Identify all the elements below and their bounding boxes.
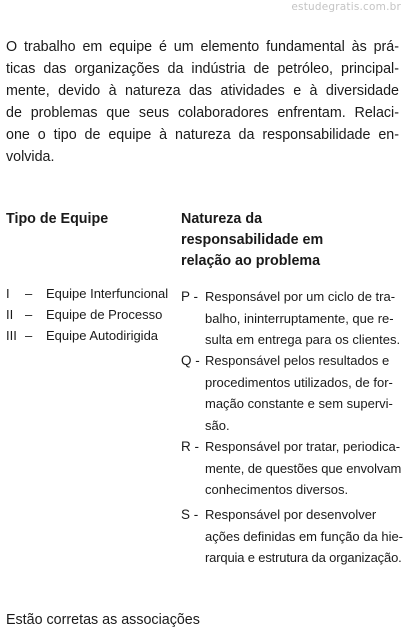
text-line: ações definidas em função da hie- — [205, 528, 404, 544]
header-line: responsabilidade em — [181, 232, 324, 248]
header-line: relação ao problema — [181, 253, 321, 269]
item-label: Equipe de Processo — [46, 307, 163, 322]
text-line: sulta em entrega para os clientes. — [205, 332, 401, 347]
text-line: conhecimentos diversos. — [205, 482, 349, 497]
item-text — [205, 286, 403, 351]
team-type-item — [6, 283, 168, 304]
text-line: procedimentos utilizados, de for- — [205, 374, 393, 390]
item-letter: R - — [181, 439, 199, 454]
watermark: estudegratis.com.br — [291, 1, 401, 13]
text-line: mação constante e sem supervi- — [205, 396, 393, 411]
item-letter: S - — [181, 507, 199, 522]
intro-line: de problemas que seus colaboradores enfrentam. Relaci- — [6, 105, 399, 121]
item-text — [205, 436, 403, 501]
intro-line: volvida. — [6, 149, 55, 165]
text-line: são. — [205, 417, 230, 433]
item-letter: P - — [181, 289, 199, 304]
item-text — [205, 350, 403, 436]
text-line: mente, de questões que envolvam — [205, 460, 402, 476]
item-dash: – — [25, 328, 33, 343]
text-line: Responsável por desenvolver — [205, 507, 377, 522]
item-label: Equipe Interfuncional — [46, 286, 169, 301]
item-text — [205, 504, 403, 569]
item-label: Equipe Autodirigida — [46, 328, 159, 343]
intro-line: O trabalho em equipe é um elemento fundamental às prá- — [6, 39, 399, 55]
item-letter: Q - — [181, 353, 200, 368]
item-numeral: I — [6, 286, 10, 301]
text-line: Responsável por um ciclo de tra- — [205, 289, 396, 304]
text-line: rarquia e estrutura da organização. — [205, 550, 402, 565]
intro-line: mente, devido à natureza das atividades e à diversidade — [6, 83, 399, 99]
text-line: Responsável pelos resultados e — [205, 353, 390, 368]
team-type-item — [6, 304, 168, 325]
text-line: balho, ininterruptamente, que re- — [205, 310, 394, 326]
column-header-responsibility — [181, 209, 323, 272]
text-line: Responsável por tratar, periodica- — [205, 439, 401, 454]
team-type-list — [6, 283, 168, 346]
header-line: Natureza da — [181, 211, 263, 227]
team-type-item — [6, 325, 168, 346]
item-dash: – — [25, 286, 33, 301]
item-dash: – — [25, 307, 33, 322]
question-intro — [6, 36, 399, 168]
intro-line: one o tipo de equipe à natureza da responsabilidade en- — [6, 127, 399, 143]
column-header-team-type: Tipo de Equipe — [6, 211, 109, 227]
item-numeral: II — [6, 307, 14, 322]
item-numeral: III — [6, 328, 17, 343]
intro-line: ticas das organizações da indústria de petróleo, principal- — [6, 61, 399, 77]
question-prompt: Estão corretas as associações — [6, 612, 200, 628]
